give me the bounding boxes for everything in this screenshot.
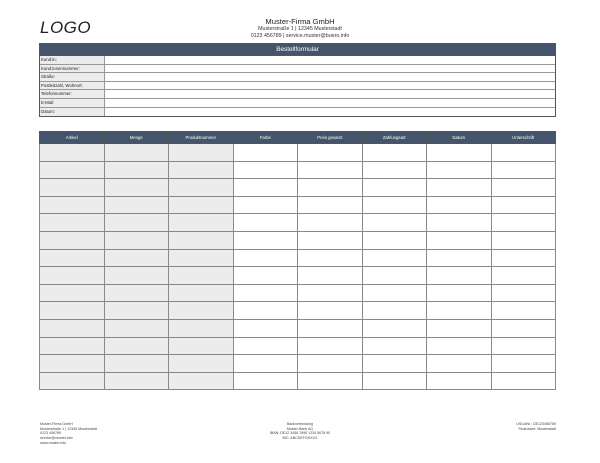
table-cell[interactable] [104,161,169,179]
table-cell[interactable] [169,284,234,302]
company-header [200,17,400,40]
column-header-product-number: Produktnummer [169,132,234,144]
footer-line: www.muster.info [40,440,67,445]
table-cell[interactable] [233,302,298,320]
table-cell[interactable] [427,179,492,197]
column-header-quantity: Menge [104,132,169,144]
table-cell[interactable] [40,179,105,197]
table-cell[interactable] [40,302,105,320]
table-cell[interactable] [40,231,105,249]
customer-field[interactable] [105,56,555,64]
table-row [40,319,556,337]
postal-city-field[interactable] [105,82,555,90]
table-cell[interactable] [427,337,492,355]
table-cell[interactable] [362,337,427,355]
customer-form [39,43,556,117]
table-cell[interactable] [40,337,105,355]
column-header-article: Artikel [40,132,105,144]
table-cell[interactable] [169,214,234,232]
table-cell[interactable] [362,144,427,162]
table-cell[interactable] [491,319,556,337]
company-contact: 0123 456789 | service.muster@buero.info [250,33,350,40]
table-row [40,231,556,249]
table-cell[interactable] [362,196,427,214]
table-cell[interactable] [104,179,169,197]
table-row [40,284,556,302]
table-cell[interactable] [491,302,556,320]
table-row [40,196,556,214]
column-header-total-price: Preis gesamt [298,132,363,144]
form-label: Kund:innennummer: [40,65,105,73]
form-label: Telefonnummer: [40,90,105,98]
table-cell[interactable] [169,144,234,162]
table-row [40,267,556,285]
table-cell[interactable] [298,337,363,355]
table-cell[interactable] [362,372,427,390]
table-cell[interactable] [104,231,169,249]
table-cell[interactable] [169,231,234,249]
table-cell[interactable] [362,355,427,373]
table-row [40,161,556,179]
table-row [40,355,556,373]
table-cell[interactable] [40,161,105,179]
table-row [40,144,556,162]
table-cell[interactable] [233,267,298,285]
table-cell[interactable] [169,267,234,285]
form-label: Kund:in: [40,56,105,64]
column-header-date: Datum [427,132,492,144]
table-cell[interactable] [233,179,298,197]
table-cell[interactable] [491,214,556,232]
footer-company-info [40,422,97,446]
order-table-body [40,144,556,390]
table-cell[interactable] [427,161,492,179]
table-cell[interactable] [169,179,234,197]
table-cell[interactable] [104,355,169,373]
table-row [40,337,556,355]
form-row-postal-city [40,82,555,91]
table-cell[interactable] [298,302,363,320]
table-cell[interactable] [104,319,169,337]
table-cell[interactable] [104,144,169,162]
footer-bank-info [200,422,400,441]
table-cell[interactable] [427,144,492,162]
table-cell[interactable] [298,144,363,162]
table-cell[interactable] [40,355,105,373]
company-name: Muster-Firma GmbH [265,17,335,26]
form-row-date [40,108,555,117]
table-cell[interactable] [169,337,234,355]
date-field[interactable] [105,108,555,117]
table-cell[interactable] [491,267,556,285]
table-row [40,302,556,320]
table-cell[interactable] [169,196,234,214]
footer-tax-info [516,422,556,431]
table-cell[interactable] [233,214,298,232]
table-cell[interactable] [298,249,363,267]
table-cell[interactable] [169,249,234,267]
table-cell[interactable] [298,231,363,249]
table-cell[interactable] [427,284,492,302]
table-cell[interactable] [298,372,363,390]
table-cell[interactable] [298,284,363,302]
table-cell[interactable] [104,214,169,232]
table-cell[interactable] [362,161,427,179]
footer-line: 0123 456789 [40,431,61,436]
footer-line: Muster-Firma GmbH [40,422,73,426]
table-cell[interactable] [491,179,556,197]
form-label: Straße: [40,73,105,81]
table-cell[interactable] [491,284,556,302]
table-cell[interactable] [104,267,169,285]
table-cell[interactable] [298,161,363,179]
table-cell[interactable] [427,249,492,267]
table-cell[interactable] [362,249,427,267]
table-cell[interactable] [491,144,556,162]
table-cell[interactable] [104,249,169,267]
table-cell[interactable] [40,284,105,302]
table-cell[interactable] [491,355,556,373]
company-logo: LOGO [40,18,92,37]
table-cell[interactable] [298,319,363,337]
table-cell[interactable] [169,161,234,179]
table-cell[interactable] [40,319,105,337]
table-cell[interactable] [233,337,298,355]
table-cell[interactable] [491,231,556,249]
table-cell[interactable] [427,319,492,337]
table-cell[interactable] [491,196,556,214]
table-cell[interactable] [427,372,492,390]
table-cell[interactable] [362,179,427,197]
table-cell[interactable] [362,214,427,232]
footer-line: USt-IdNr.: DE123456789 [516,422,556,426]
footer-line: IBAN: DE12 3456 7890 1234 5678 90 [269,431,331,436]
table-cell[interactable] [104,302,169,320]
email-field[interactable] [105,99,555,107]
table-cell[interactable] [40,144,105,162]
table-cell[interactable] [362,319,427,337]
table-cell[interactable] [427,302,492,320]
table-cell[interactable] [491,337,556,355]
form-label: E-Mail: [40,99,105,107]
table-row [40,372,556,390]
table-cell[interactable] [104,196,169,214]
footer-line: Muster-Bank AG [286,426,314,431]
table-cell[interactable] [362,231,427,249]
footer-line: Bankverbindung [287,422,313,426]
table-cell[interactable] [40,372,105,390]
form-row-customer [40,56,555,65]
footer-line: BIC: ABCDEFGHXXX [282,436,318,441]
table-row [40,249,556,267]
form-row-phone [40,90,555,99]
form-label: Datum: [40,108,105,117]
table-cell[interactable] [40,214,105,232]
company-address: Musterstraße 1 | 12345 Musterstadt [258,26,342,33]
table-cell[interactable] [104,337,169,355]
table-cell[interactable] [298,355,363,373]
table-cell[interactable] [104,372,169,390]
form-row-street [40,73,555,82]
footer-line: Musterstraße 1 | 12345 Musterstadt [40,426,97,431]
table-row [40,179,556,197]
form-label: Postleitzahl, Wohnort: [40,82,105,90]
table-cell[interactable] [169,319,234,337]
table-cell[interactable] [233,372,298,390]
table-cell[interactable] [427,355,492,373]
form-row-customer-number [40,65,555,74]
table-cell[interactable] [40,196,105,214]
table-cell[interactable] [491,249,556,267]
table-cell[interactable] [233,231,298,249]
table-cell[interactable] [427,214,492,232]
customer-number-field[interactable] [105,65,555,73]
table-cell[interactable] [427,267,492,285]
table-cell[interactable] [233,355,298,373]
order-table [39,131,556,390]
column-header-color: Farbe [233,132,298,144]
table-cell[interactable] [298,196,363,214]
form-title: Bestellformular [40,44,555,56]
table-cell[interactable] [169,355,234,373]
table-cell[interactable] [427,231,492,249]
table-cell[interactable] [298,179,363,197]
street-field[interactable] [105,73,555,81]
table-cell[interactable] [362,267,427,285]
table-cell[interactable] [233,284,298,302]
table-cell[interactable] [40,249,105,267]
table-cell[interactable] [169,302,234,320]
table-row [40,214,556,232]
column-header-signature: Unterschrift [491,132,556,144]
table-header-row [40,132,556,144]
table-cell[interactable] [233,319,298,337]
table-cell[interactable] [169,372,234,390]
table-cell[interactable] [233,144,298,162]
table-cell[interactable] [491,372,556,390]
table-cell[interactable] [298,214,363,232]
footer-line: Finanzamt: Musterstadt [518,426,556,431]
table-cell[interactable] [233,196,298,214]
table-cell[interactable] [362,302,427,320]
table-cell[interactable] [233,249,298,267]
column-header-payment-method: Zahlungsart [362,132,427,144]
table-cell[interactable] [233,161,298,179]
table-cell[interactable] [362,284,427,302]
table-cell[interactable] [298,267,363,285]
table-cell[interactable] [427,196,492,214]
table-cell[interactable] [40,267,105,285]
footer-line: service@muster.info [40,436,73,441]
form-row-email [40,99,555,108]
table-cell[interactable] [491,161,556,179]
phone-field[interactable] [105,90,555,98]
table-cell[interactable] [104,284,169,302]
